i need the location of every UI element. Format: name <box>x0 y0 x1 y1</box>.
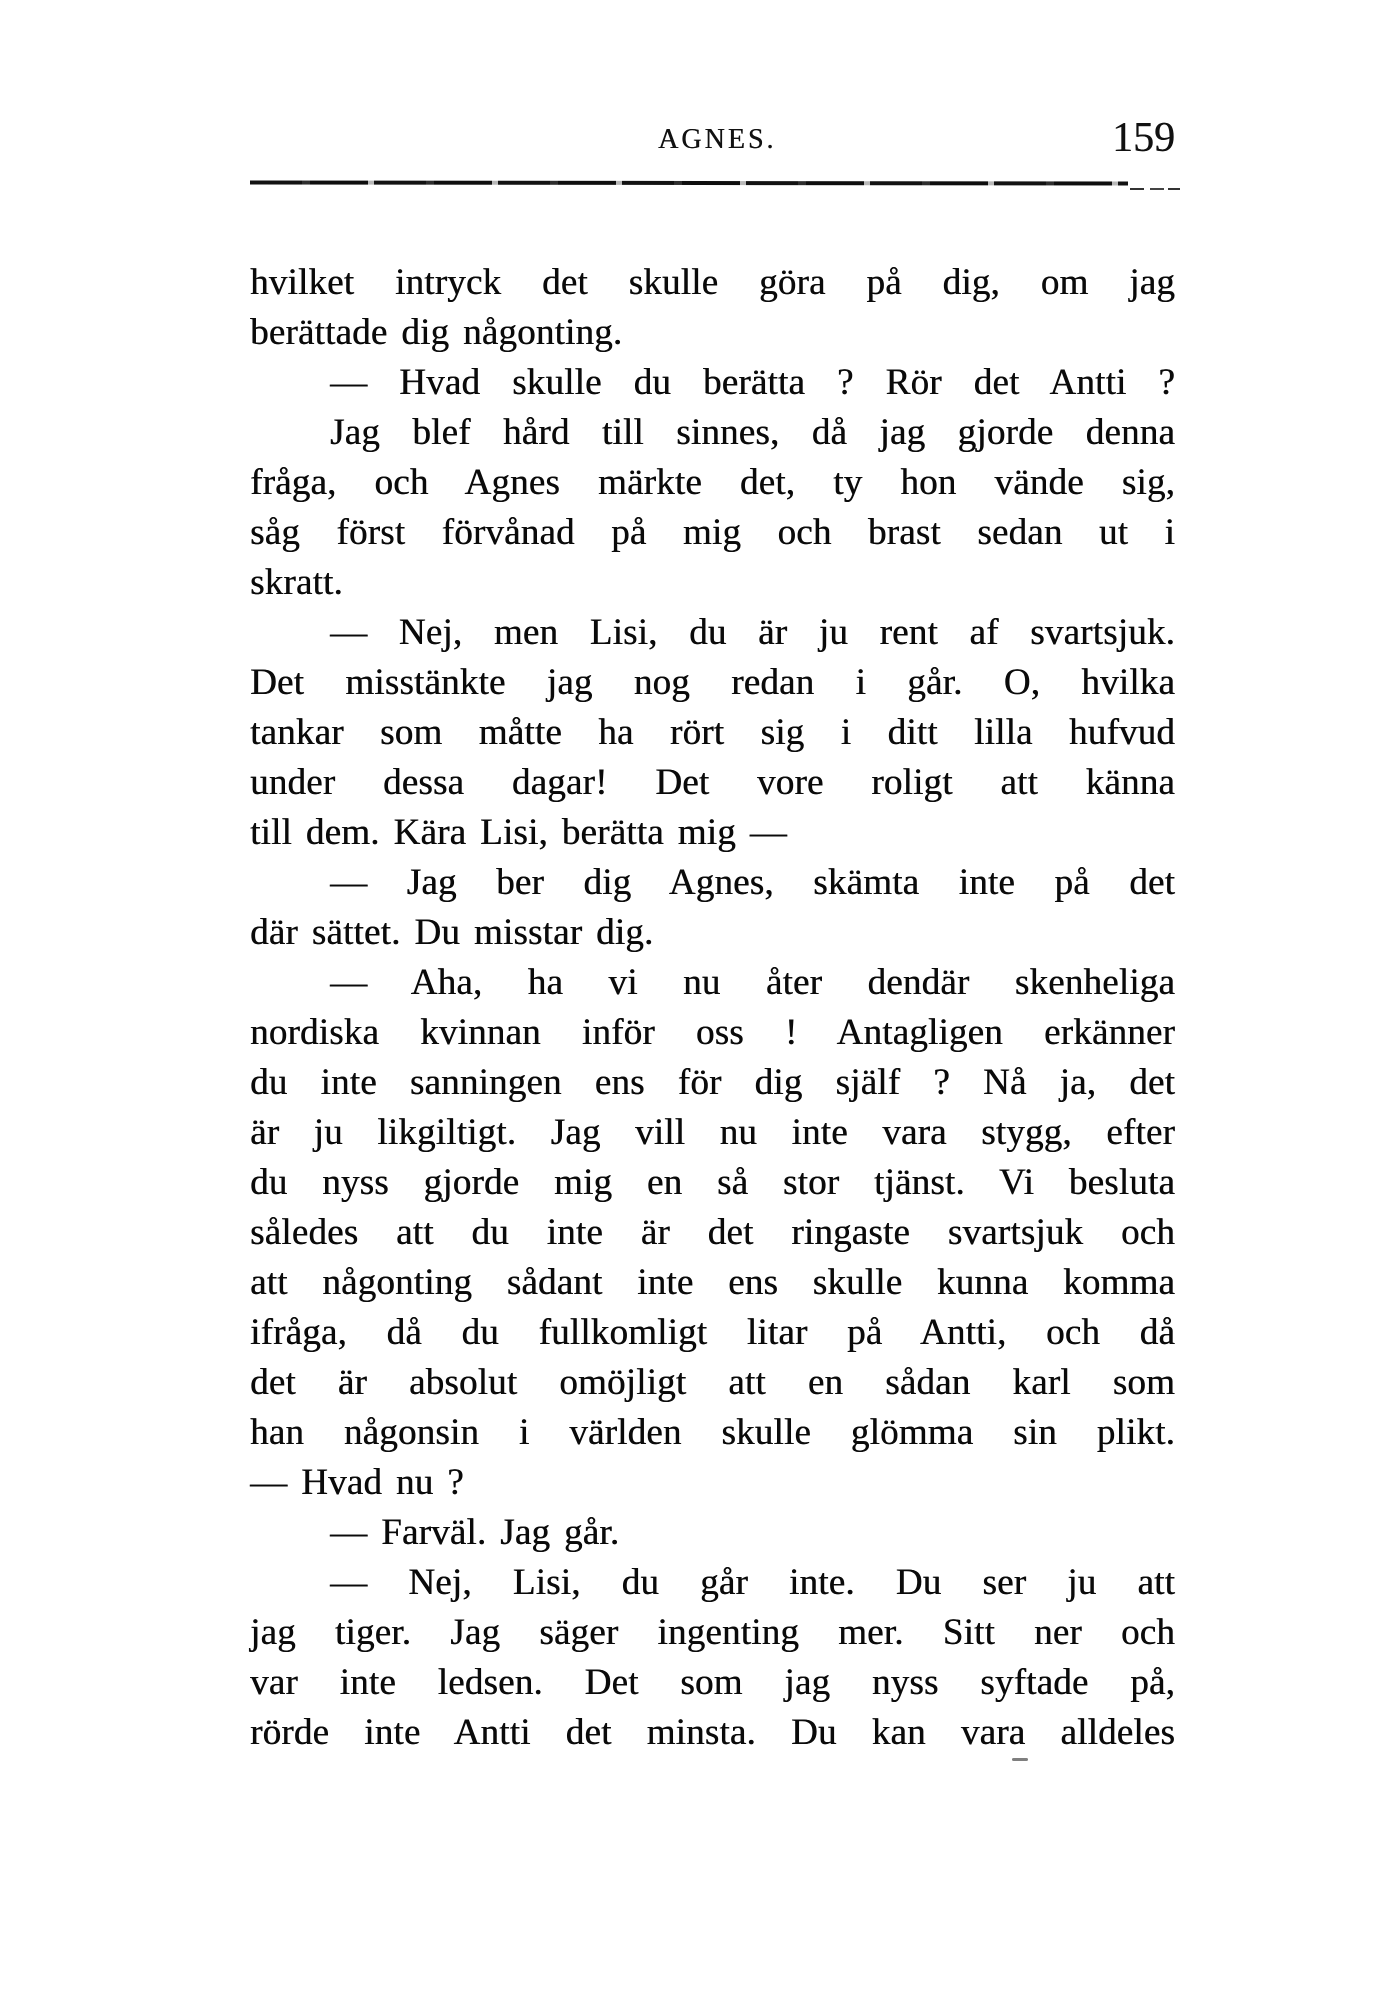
text-line: fråga, och Agnes märkte det, ty hon vände sig, <box>250 462 1175 503</box>
text-line: till dem. Kära Lisi, berätta mig — <box>250 812 787 853</box>
text-line: — Jag ber dig Agnes, skämta inte på det <box>330 862 1175 903</box>
text-line: under dessa dagar! Det vore roligt att känna <box>250 762 1175 803</box>
text-line: är ju likgiltigt. Jag vill nu inte vara stygg, efter <box>250 1112 1175 1153</box>
text-line: rörde inte Antti det minsta. Du kan vara alldeles <box>250 1712 1175 1753</box>
text-line: hvilket intryck det skulle göra på dig, om jag <box>250 262 1175 303</box>
text-line: — Aha, ha vi nu åter dendär skenheliga <box>330 962 1175 1003</box>
text-line: du nyss gjorde mig en så stor tjänst. Vi besluta <box>250 1162 1175 1203</box>
text-line: berättade dig någonting. <box>250 312 623 353</box>
text-line: — Hvad nu ? <box>250 1462 464 1503</box>
page-number: 159 <box>1112 115 1175 161</box>
text-line: jag tiger. Jag säger ingenting mer. Sitt ner och <box>250 1612 1175 1653</box>
text-line: det är absolut omöjligt att en sådan karl som <box>250 1362 1175 1403</box>
text-line: du inte sanningen ens för dig själf ? Nå ja, det <box>250 1062 1175 1103</box>
text-line: — Nej, men Lisi, du är ju rent af svartsjuk. <box>330 612 1175 653</box>
header-rule <box>250 180 1128 185</box>
page-text-body <box>250 258 1175 1758</box>
text-line: såg först förvånad på mig och brast sedan ut i <box>250 512 1175 553</box>
text-line: — Farväl. Jag går. <box>330 1512 620 1553</box>
text-line: Det misstänkte jag nog redan i går. O, hvilka <box>250 662 1175 703</box>
text-line: Jag blef hård till sinnes, då jag gjorde denna <box>330 412 1175 453</box>
page-header <box>250 115 1175 168</box>
text-line: — Nej, Lisi, du går inte. Du ser ju att <box>330 1562 1175 1603</box>
header-rule-fragment <box>1130 188 1180 190</box>
text-line: — Hvad skulle du berätta ? Rör det Antti ? <box>330 362 1175 403</box>
text-line: han någonsin i världen skulle glömma sin plikt. <box>250 1412 1175 1453</box>
scan-artifact-dash <box>1012 1758 1028 1761</box>
text-line: ifråga, då du fullkomligt litar på Antti, och då <box>250 1312 1175 1353</box>
text-line: nordiska kvinnan inför oss ! Antagligen erkänner <box>250 1012 1175 1053</box>
text-line: tankar som måtte ha rört sig i ditt lilla hufvud <box>250 712 1175 753</box>
text-line: var inte ledsen. Det som jag nyss syftade på, <box>250 1662 1175 1703</box>
text-line: att någonting sådant inte ens skulle kunna komma <box>250 1262 1175 1303</box>
text-line: där sättet. Du misstar dig. <box>250 912 654 953</box>
page-header-title: AGNES. <box>658 124 777 155</box>
text-line: skratt. <box>250 562 343 603</box>
text-line: således att du inte är det ringaste svartsjuk och <box>250 1212 1175 1253</box>
